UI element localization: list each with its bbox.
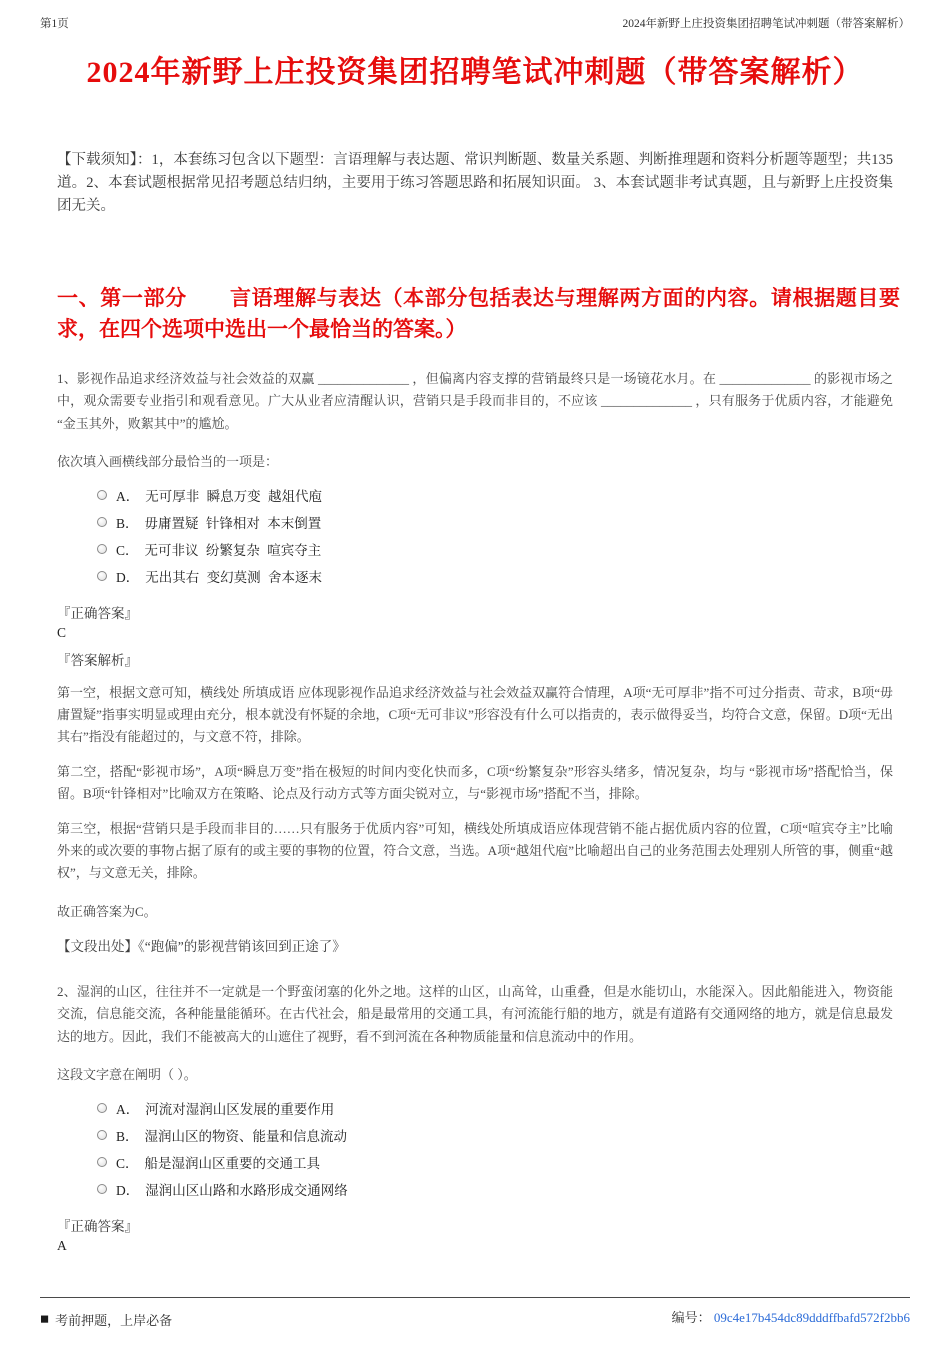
radio-button-icon[interactable] — [97, 490, 107, 500]
footer-code-block — [672, 1307, 910, 1326]
footer-slogan: 考前押题，上岸必备 — [55, 1313, 173, 1328]
question-1-correct-answer-label: 『正确答案』 — [57, 605, 138, 621]
section-heading-part1: 一、第一部分 言语理解与表达（本部分包括表达与理解两方面的内容。请根据题目要求，在四个选项中选出一个最恰当的答案。） — [57, 285, 900, 342]
question-1-analysis-label: 『答案解析』 — [57, 652, 138, 668]
option-text: 无可厚非 瞬息万变 越俎代庖 — [145, 489, 322, 505]
question-2-option-b[interactable] — [97, 1122, 893, 1149]
question-2-options — [97, 1095, 893, 1203]
question-2-option-d[interactable] — [97, 1176, 893, 1203]
radio-button-icon[interactable] — [97, 544, 107, 554]
option-text: 河流对湿润山区发展的重要作用 — [145, 1102, 335, 1118]
question-1-prompt: 依次填入画横线部分最恰当的一项是： — [57, 453, 279, 469]
question-1-analysis-paragraph-1: 第一空，根据文意可知，横线处 所填成语 应体现影视作品追求经济效益与社会效益双赢符合情理，A项“无可厚非”指不可过分指责、苛求，B项“毋庸置疑”指事实明显或理由充分，根本就没有怀疑的余地，C项“无可非议”形容没有什么可以指责的，表示做得妥当，均符合文意，保留。D项“无出其右”指没有能超过的，与文意不符，排除。 — [57, 684, 893, 744]
footer-code-value: 09c4e17b454dc89dddffbafd572f2bb6 — [713, 1310, 910, 1325]
question-1-conclusion: 故正确答案为C。 — [57, 903, 157, 919]
option-label: D． — [116, 570, 140, 586]
question-1-stem: 1、影视作品追求经济效益与社会效益的双赢 ______________ ，但偏离内容支撑的营销最终只是一场镜花水月。在 ______________ 的影视市场之中，观众需要专业指引和观看意见。广大从业者应清醒认识，营销只是手段而非目的，不应该 ______________ ，只有服务于优质内容，才能避免“金玉其外，败絮其中”的尴尬。 — [57, 370, 893, 432]
question-2-correct-answer-label: 『正确答案』 — [57, 1218, 138, 1234]
header-page-number: 第1页 — [40, 18, 69, 30]
radio-button-icon[interactable] — [97, 517, 107, 527]
question-1-option-d[interactable] — [97, 563, 893, 590]
download-notice: 【下载须知】：1，本套练习包含以下题型：言语理解与表达题、常识判断题、数量关系题、判断推理题和资料分析题等题型；共135道。2、本套试题根据常见招考题总结归纳，主要用于练习答题思路和拓展知识面。 3、本套试题非考试真题，且与新野上庄投资集团无关。 — [57, 152, 893, 215]
question-1-options — [97, 482, 893, 590]
question-2-prompt: 这段文字意在阐明（ ）。 — [57, 1066, 197, 1082]
question-2 — [57, 981, 893, 1254]
page-footer — [40, 1297, 910, 1329]
option-text: 毋庸置疑 针锋相对 本末倒置 — [144, 516, 322, 532]
option-label: A． — [116, 1102, 140, 1118]
document-title: 2024年新野上庄投资集团招聘笔试冲刺题（带答案解析） — [86, 56, 864, 89]
option-label: C． — [116, 543, 139, 559]
footer-logo-icon: ◼ — [40, 1313, 50, 1325]
option-label: A． — [116, 489, 140, 505]
header-doc-title: 2024年新野上庄投资集团招聘笔试冲刺题（带答案解析） — [622, 18, 910, 30]
question-1-analysis-paragraph-3: 第三空，根据“营销只是手段而非目的……只有服务于优质内容”可知，横线处所填成语应体现营销不能占据优质内容的位置，C项“喧宾夺主”比喻外来的或次要的事物占据了原有的或主要的事物的位置，符合文意，当选。A项“越俎代庖”比喻超出自己的业务范围去处理别人所管的事，侧重“越权”，与文意无关，排除。 — [57, 821, 893, 881]
question-2-option-c[interactable] — [97, 1149, 893, 1176]
question-2-correct-answer-value: A — [57, 1237, 67, 1253]
footer-slogan-block — [40, 1310, 172, 1329]
option-text: 湿润山区山路和水路形成交通网络 — [145, 1183, 348, 1199]
question-1-option-b[interactable] — [97, 509, 893, 536]
footer-code-label: 编号： — [671, 1310, 711, 1325]
radio-button-icon[interactable] — [97, 1103, 107, 1113]
option-text: 无出其右 变幻莫测 舍本逐末 — [145, 570, 322, 586]
radio-button-icon[interactable] — [97, 1130, 107, 1140]
question-1-source: 【文段出处】《“跑偏”的影视营销该回到正途了》 — [57, 938, 346, 954]
option-label: B． — [116, 516, 139, 532]
question-1-option-a[interactable] — [97, 482, 893, 509]
question-1 — [57, 368, 893, 955]
radio-button-icon[interactable] — [97, 1184, 107, 1194]
radio-button-icon[interactable] — [97, 1157, 107, 1167]
option-label: D． — [116, 1183, 140, 1199]
radio-button-icon[interactable] — [97, 571, 107, 581]
option-label: C． — [116, 1156, 139, 1172]
option-text: 船是湿润山区重要的交通工具 — [144, 1156, 321, 1172]
option-text: 无可非议 纷繁复杂 喧宾夺主 — [144, 543, 322, 559]
question-1-analysis-paragraph-2: 第二空，搭配“影视市场”，A项“瞬息万变”指在极短的时间内变化快而多，C项“纷繁复杂”形容头绪多，情况复杂，均与 “影视市场”搭配恰当，保留。B项“针锋相对”比喻双方在策略、论点及行动方式等方面尖锐对立，与“影视市场”搭配不当，排除。 — [57, 764, 893, 802]
question-2-option-a[interactable] — [97, 1095, 893, 1122]
option-label: B． — [116, 1129, 139, 1145]
question-1-option-c[interactable] — [97, 536, 893, 563]
question-1-correct-answer-value: C — [57, 624, 67, 640]
question-2-stem: 2、湿润的山区，往往并不一定就是一个野蛮闭塞的化外之地。这样的山区，山高耸，山重叠，但是水能切山，水能深入。因此船能进入，物资能交流，信息能交流，各种能量能循环。在古代社会，船是最常用的交通工具，有河流能行船的地方，就是有道路有交通网络的地方，就是信息最发达的地方。因此，我们不能被高大的山遮住了视野，看不到河流在各种物质能量和信息流动中的作用。 — [57, 983, 893, 1045]
option-text: 湿润山区的物资、能量和信息流动 — [144, 1129, 348, 1145]
page-header — [40, 0, 910, 31]
